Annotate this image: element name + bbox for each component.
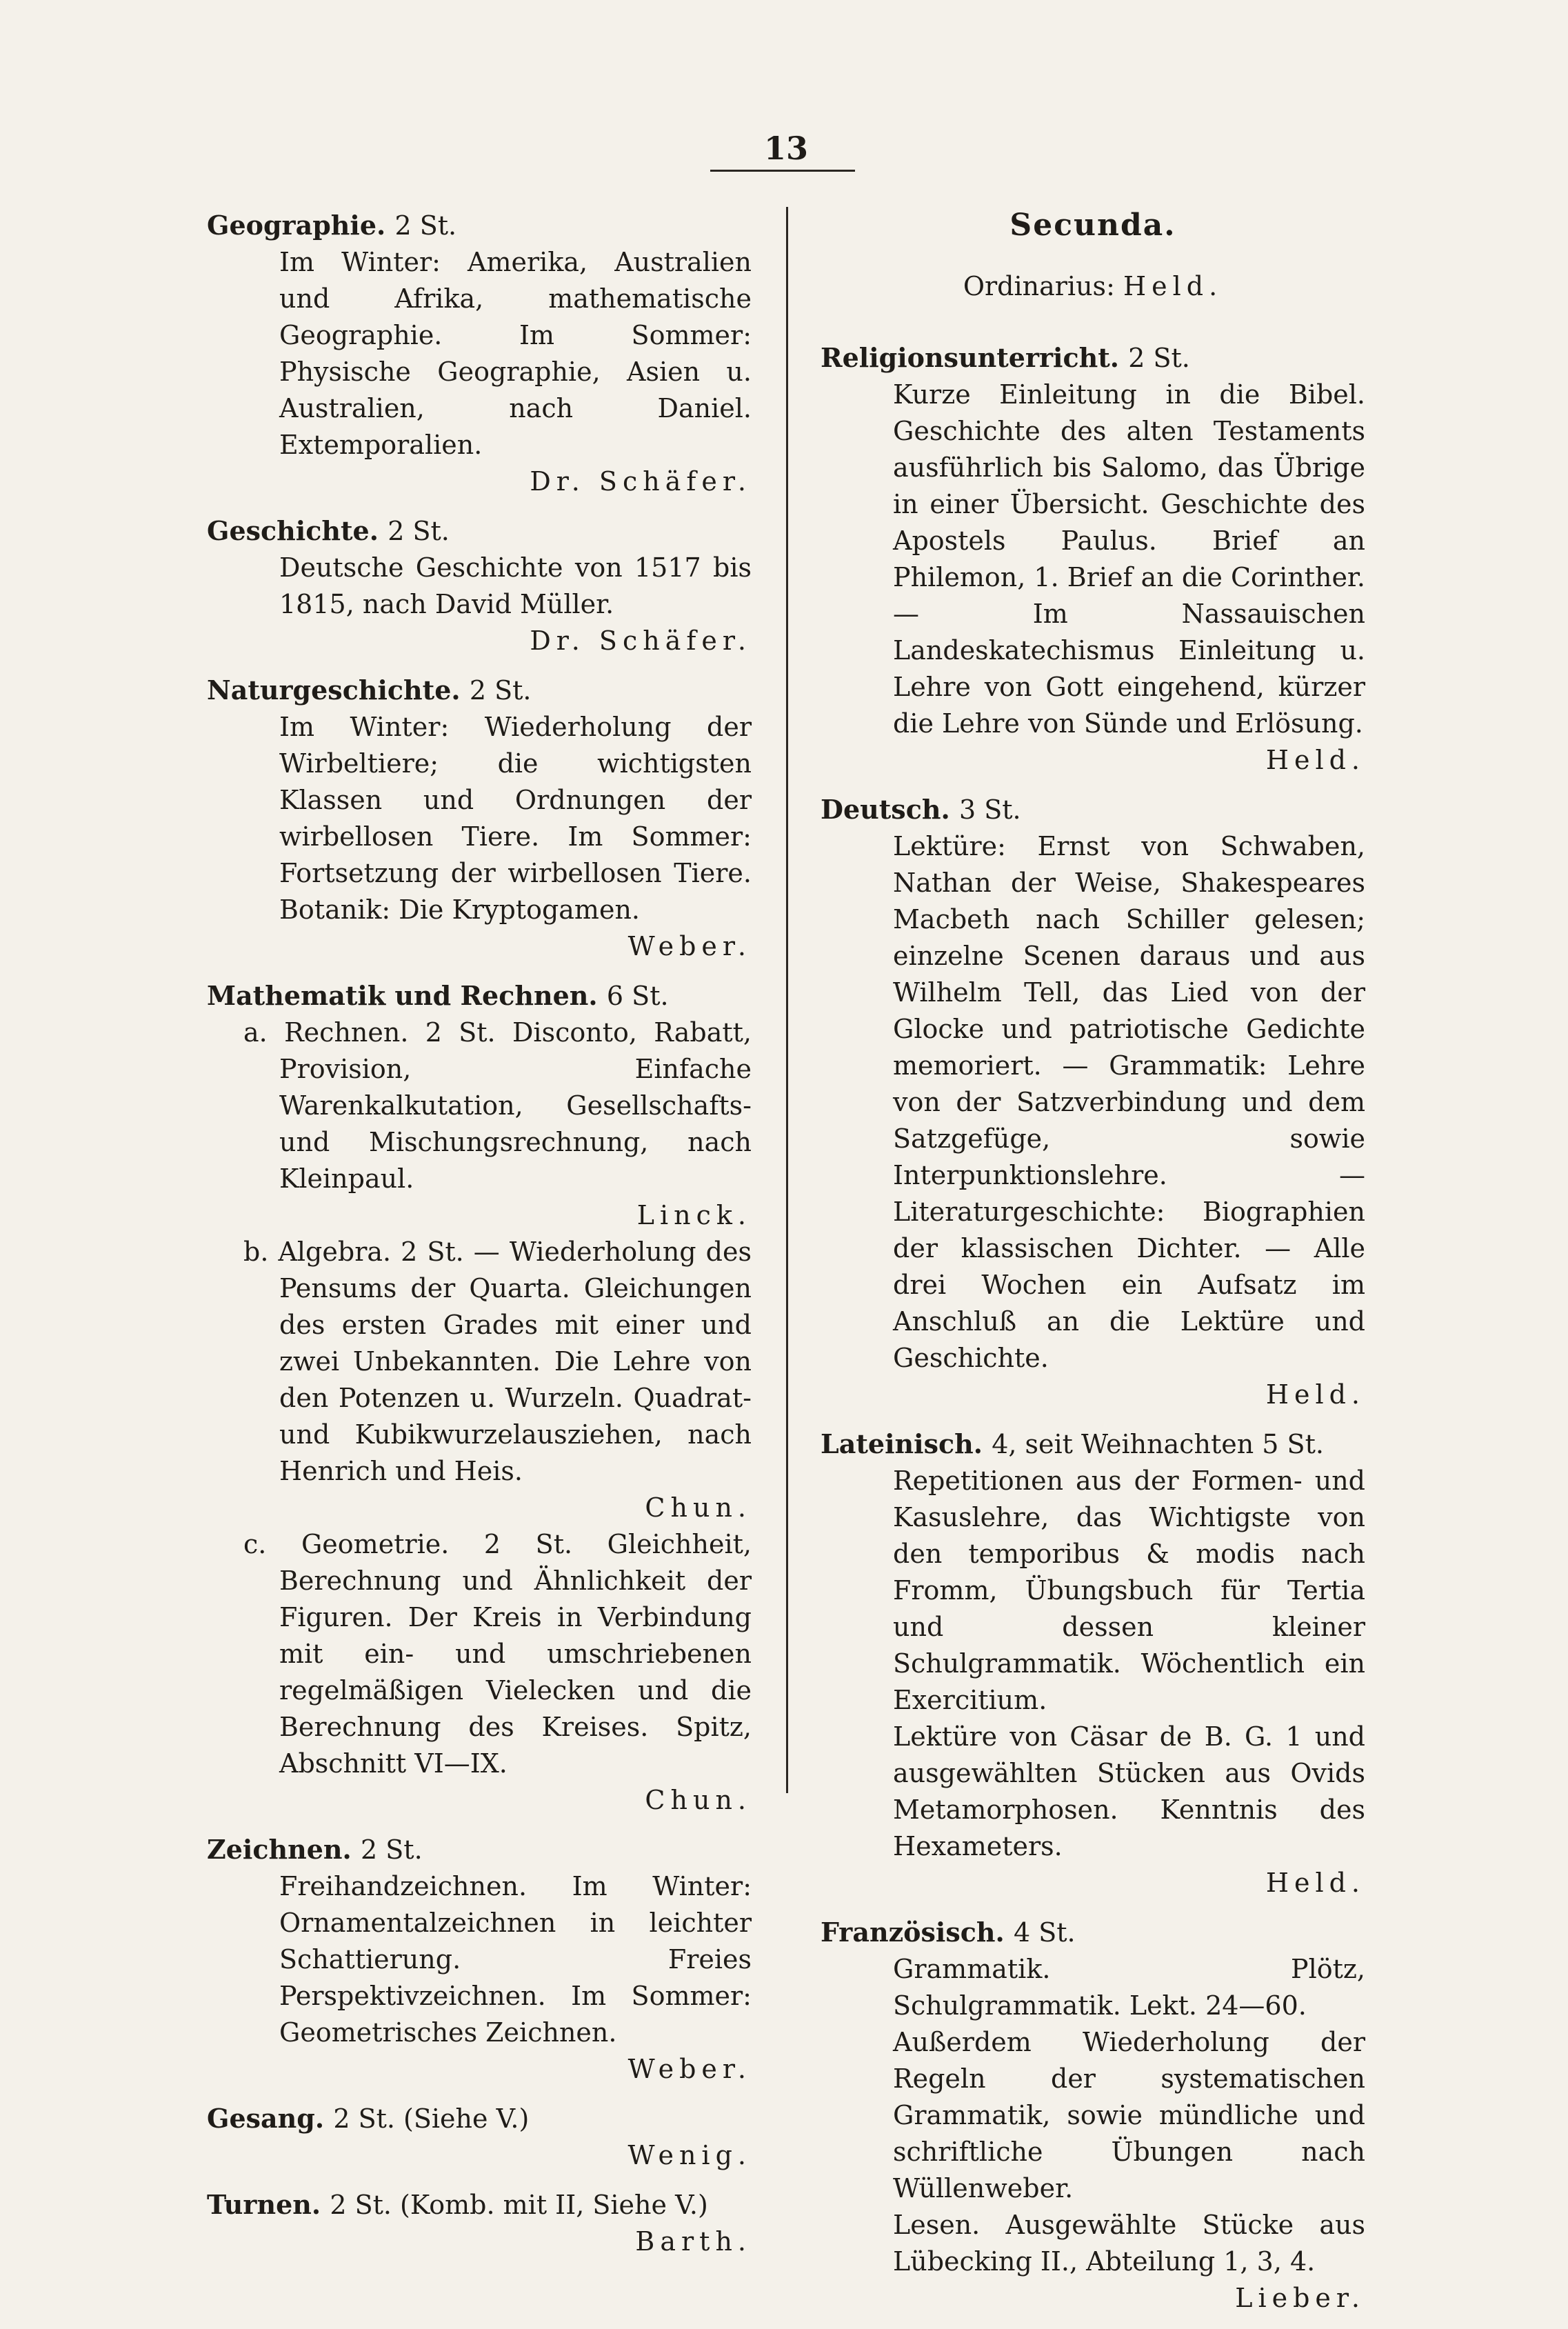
section-heading: Naturgeschichte. 2 St. — [207, 674, 532, 706]
section-heading: Zeichnen. 2 St. — [207, 1834, 423, 1865]
left-column — [207, 207, 752, 2272]
teacher-name: Weber. — [627, 2054, 752, 2084]
section-franzoesisch — [821, 1914, 1365, 2317]
page-number-rule — [710, 170, 855, 172]
section-geschichte — [207, 512, 752, 659]
section-lateinisch — [821, 1426, 1365, 1901]
section-text: Repetitionen aus der Formen- und Kasuslehre, das Wichtigste von den temporibus & modis nach Fromm, Übungsbuch für Tertia und dessen kleiner Schulgrammatik. Wöchentlich ein Exercitium. — [893, 1466, 1365, 1715]
section-heading: Mathematik und Rechnen. 6 St. — [207, 980, 669, 1011]
section-text: Freihandzeichnen. Im Winter: Ornamentalzeichnen in leichter Schattierung. Freies Perspektivzeichnen. Im Sommer: Geometrisches Zeichnen. — [279, 1871, 752, 2048]
section-religion — [821, 339, 1365, 779]
teacher-name: Chun. — [645, 1492, 752, 1523]
section-text: Lektüre: Ernst von Schwaben, Nathan der Weise, Shakespeares Macbeth nach Schiller gelesen; einzelne Scenen daraus und aus Wilhelm Tell, das Lied von der Glocke und patriotische Gedichte memoriert. — Grammatik: Lehre von der Satzverbindung und dem Satzgefüge, sowie Interpunktionslehre. — Literaturgeschichte: Biographien der klassischen Dichter. — Alle drei Wochen ein Aufsatz im Anschluß an die Lektüre und Geschichte. — [893, 831, 1365, 1373]
teacher-name: Wenig. — [627, 2140, 752, 2170]
section-turnen — [207, 2186, 752, 2260]
section-geographie — [207, 207, 752, 500]
section-text: Im Winter: Amerika, Australien und Afrika, mathematische Geographie. Im Sommer: Physische Geographie, Asien u. Australien, nach Daniel. Extemporalien. — [279, 247, 752, 460]
section-heading: Geschichte. 2 St. — [207, 515, 450, 546]
section-heading: Geographie. 2 St. — [207, 210, 457, 241]
teacher-name: Held. — [1265, 1868, 1365, 1898]
right-column — [821, 207, 1365, 2329]
section-text: Außerdem Wiederholung der Regeln der systematischen Grammatik, sowie mündliche und schriftliche Übungen nach Wüllenweber. — [893, 2027, 1365, 2203]
page-number: 13 — [763, 130, 808, 167]
section-zeichnen — [207, 1831, 752, 2088]
teacher-name: Chun. — [645, 1785, 752, 1815]
class-title: Secunda. — [1009, 208, 1176, 243]
section-heading: Deutsch. 3 St. — [821, 794, 1021, 825]
section-mathematik — [207, 977, 752, 1819]
section-text: Im Winter: Wiederholung der Wirbeltiere; die wichtigsten Klassen und Ordnungen der wirbellosen Tiere. Im Sommer: Fortsetzung der wirbellosen Tiere. Botanik: Die Kryptogamen. — [279, 712, 752, 925]
teacher-name: Linck. — [636, 1200, 752, 1230]
ordinarius-line: Ordinarius: Held. — [963, 271, 1223, 301]
section-text: Lektüre von Cäsar de B. G. 1 und ausgewählten Stücken aus Ovids Metamorphosen. Kenntnis des Hexameters. — [893, 1721, 1365, 1861]
section-text: Grammatik. Plötz, Schulgrammatik. Lekt. 24—60. — [893, 1954, 1365, 2021]
teacher-name: Barth. — [635, 2226, 752, 2257]
teacher-name: Held. — [1265, 1379, 1365, 1410]
section-heading: Religionsunterricht. 2 St. — [821, 342, 1190, 373]
section-heading: Gesang. 2 St. (Siehe V.) — [207, 2103, 530, 2134]
section-gesang — [207, 2100, 752, 2174]
subsection-rechnen: a. Rechnen. 2 St. Disconto, Rabatt, Provision, Einfache Warenkalkutation, Gesellschafts- und Mischungsrechnung, nach Kleinpaul. — [243, 1017, 752, 1194]
subsection-algebra: b. Algebra. 2 St. — Wiederholung des Pensums der Quarta. Gleichungen des ersten Grades mit einer und zwei Unbekannten. Die Lehre von den Potenzen u. Wurzeln. Quadrat- und Kubikwurzelausziehen, nach Henrich und Heis. — [243, 1237, 752, 1486]
section-naturgeschichte — [207, 672, 752, 965]
section-deutsch — [821, 791, 1365, 1413]
section-text: Deutsche Geschichte von 1517 bis 1815, nach David Müller. — [279, 552, 752, 619]
subsection-geometrie: c. Geometrie. 2 St. Gleichheit, Berechnung und Ähnlichkeit der Figuren. Der Kreis in Verbindung mit ein- und umschriebenen regelmäßigen Vielecken und die Berechnung des Kreises. Spitz, Abschnitt VI—IX. — [243, 1529, 752, 1779]
teacher-name: Lieber. — [1235, 2283, 1365, 2313]
column-divider — [786, 207, 788, 1793]
teacher-name: Dr. Schäfer. — [530, 626, 752, 656]
teacher-name: Held. — [1265, 745, 1365, 775]
teacher-name: Dr. Schäfer. — [530, 466, 752, 497]
teacher-name: Weber. — [627, 931, 752, 961]
section-text: Lesen. Ausgewählte Stücke aus Lübecking II., Abteilung 1, 3, 4. — [893, 2210, 1365, 2277]
section-text: Kurze Einleitung in die Bibel. Geschichte des alten Testaments ausführlich bis Salomo, das Übrige in einer Übersicht. Geschichte des Apostels Paulus. Brief an Philemon, 1. Brief an die Corinther. — Im Nassauischen Landeskatechismus Einleitung u. Lehre von Gott eingehend, kürzer die Lehre von Sünde und Erlösung. — [893, 379, 1365, 739]
section-heading: Französisch. 4 St. — [821, 1917, 1076, 1948]
section-heading: Lateinisch. 4, seit Weihnachten 5 St. — [821, 1428, 1324, 1459]
section-heading: Turnen. 2 St. (Komb. mit II, Siehe V.) — [207, 2189, 708, 2220]
